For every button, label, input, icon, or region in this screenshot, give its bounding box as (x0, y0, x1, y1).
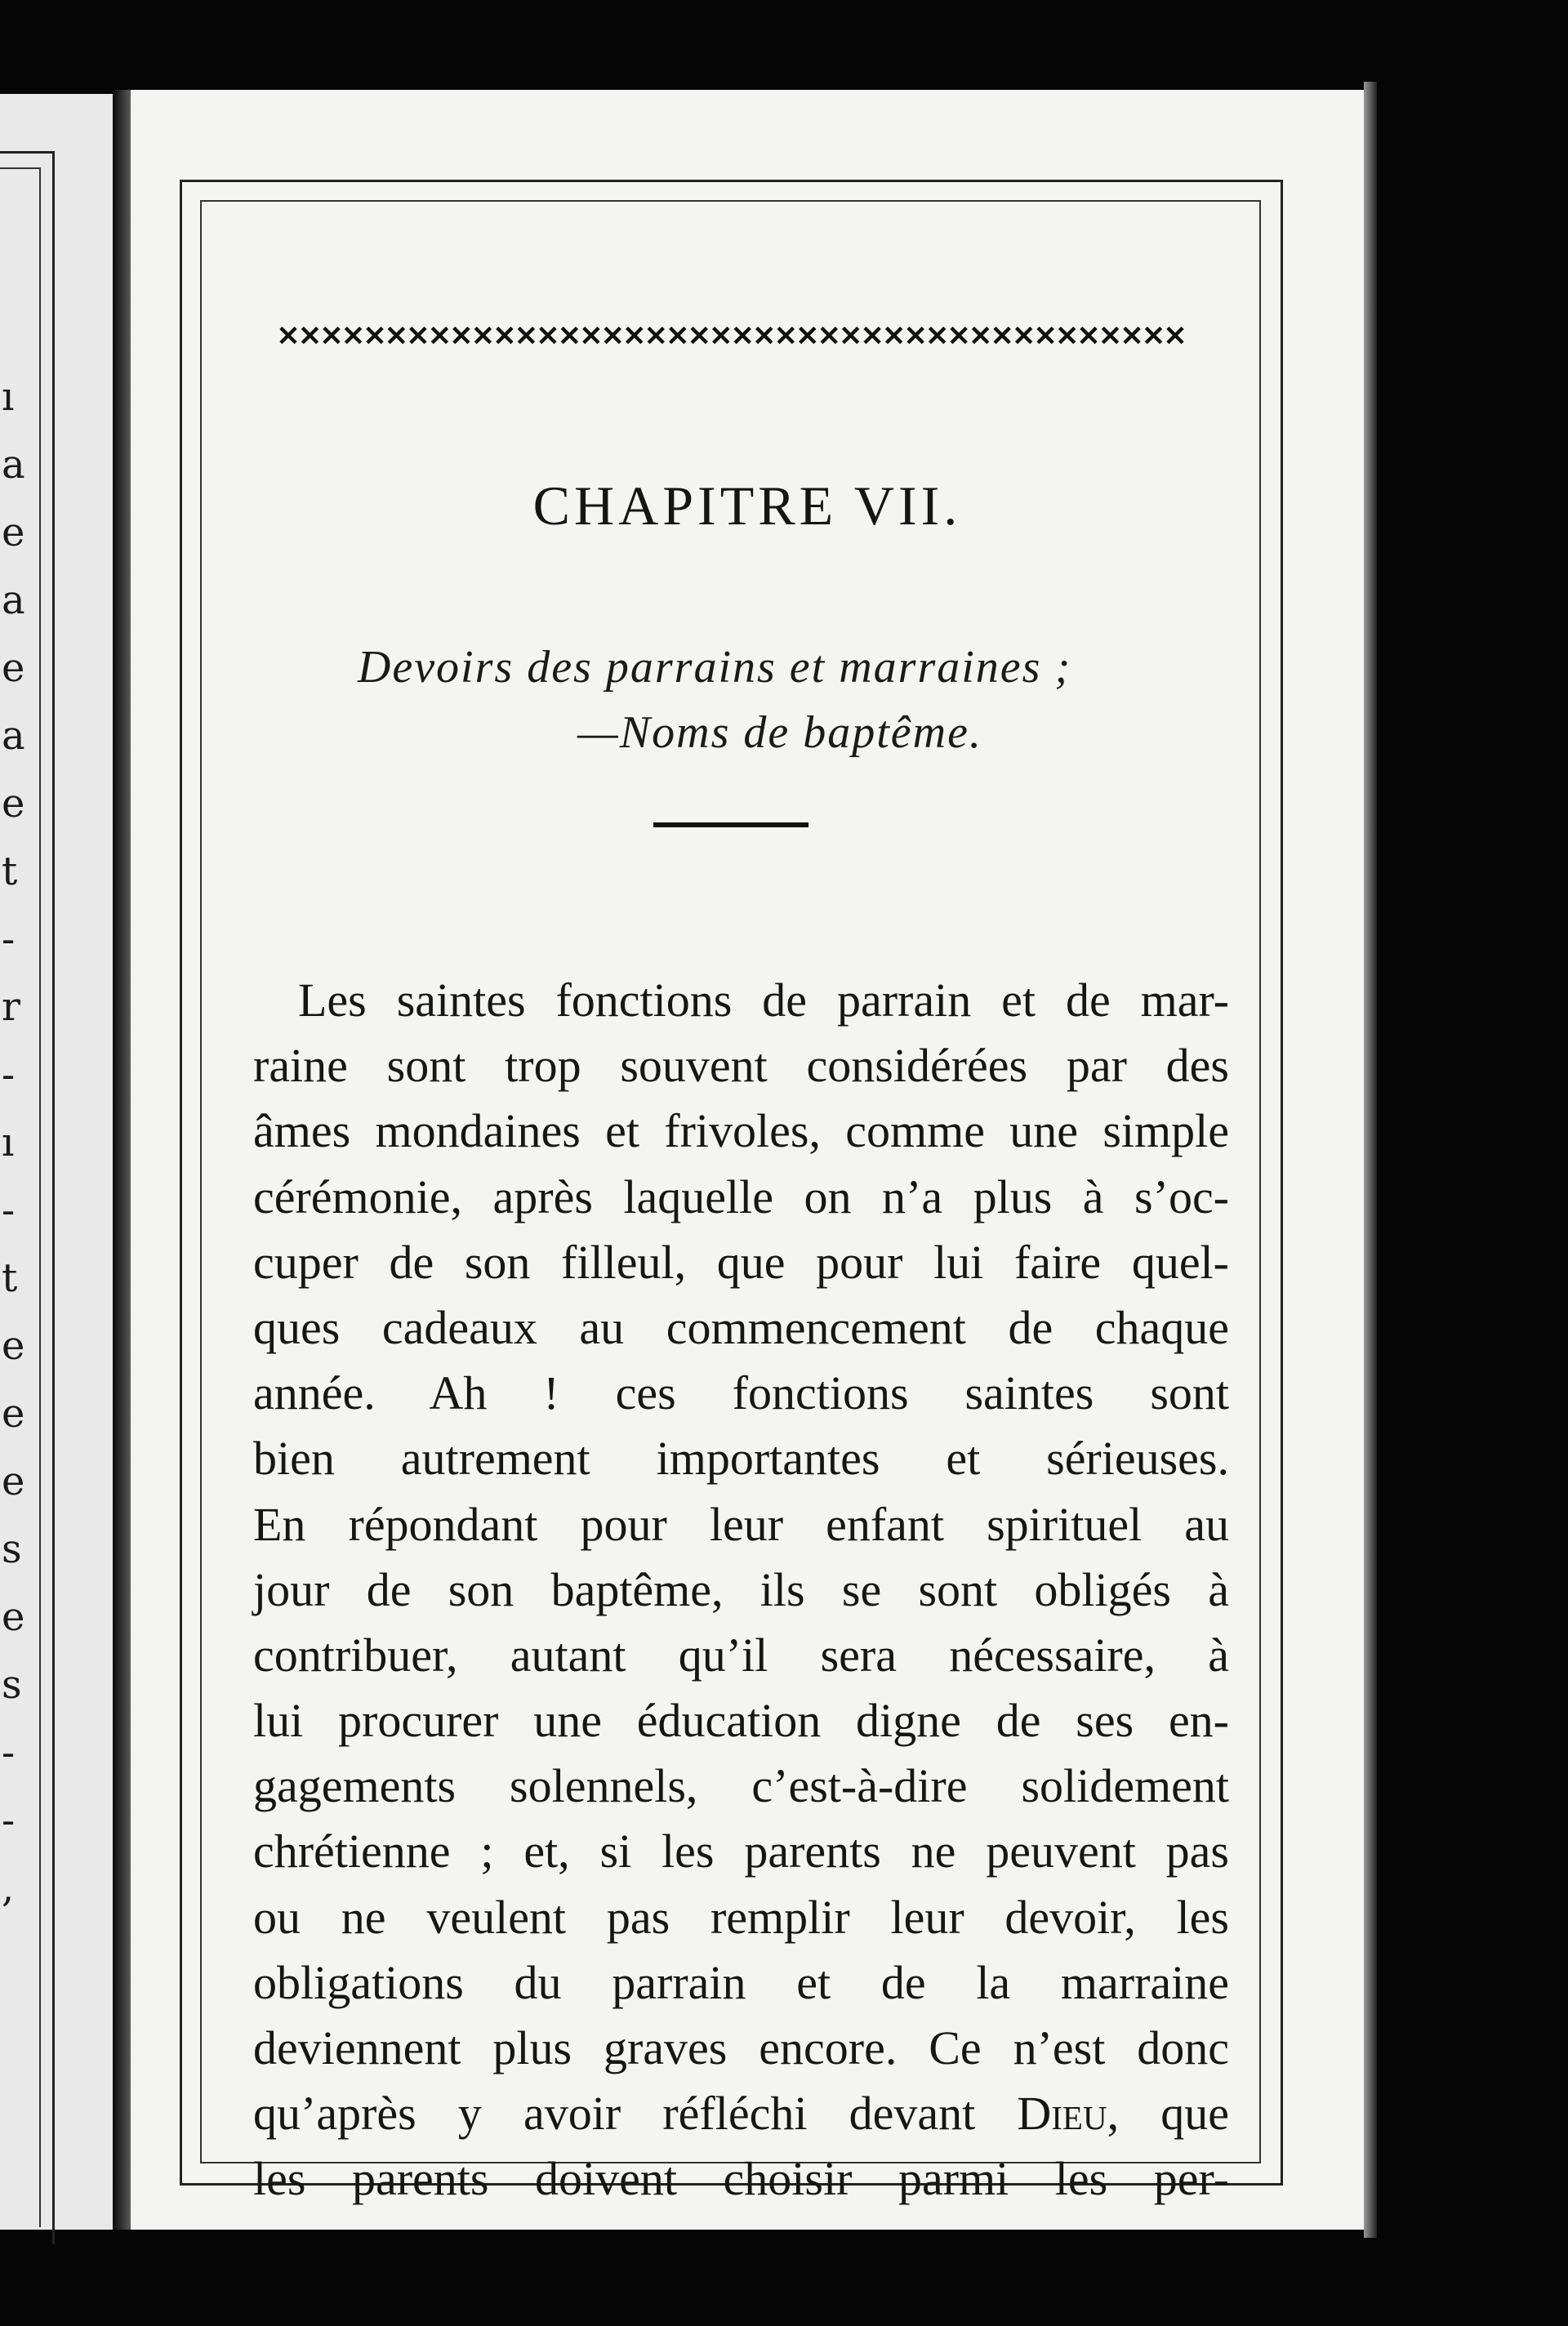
book-page (131, 90, 1364, 2230)
fragment: a (2, 442, 25, 488)
text-line: deviennent plus graves encore. Ce n’est donc (253, 2021, 1229, 2074)
fragment: s (2, 1526, 22, 1572)
chapter-title: CHAPITRE VII. (532, 475, 962, 537)
text-fragment: , que (1107, 2087, 1230, 2141)
text-line-dieu (253, 2081, 1229, 2146)
body-text (253, 968, 1229, 2212)
fragment: e (2, 1459, 25, 1504)
fragment: a (2, 713, 25, 759)
text-line: ou ne veulent pas remplir leur devoir, les (253, 1890, 1229, 1944)
text-line: chrétienne ; et, si les parents ne peuvent pas (253, 1825, 1229, 1878)
chapter-subtitle-line-2: —Noms de baptême. (577, 707, 982, 758)
fragment: r (2, 984, 20, 1030)
fragment: , (2, 1865, 15, 1911)
text-line: ques cadeaux au commencement de chaque (253, 1300, 1229, 1354)
text-line: En répondant pour leur enfant spirituel au (253, 1497, 1229, 1551)
fragment: e (2, 1391, 25, 1437)
fragment: e (2, 645, 25, 691)
fragment: s (2, 1662, 22, 1708)
fragment: - (2, 1052, 16, 1098)
text-line: les parents doivent choisir parmi les per- (253, 2152, 1229, 2206)
text-line: contribuer, autant qu’il sera nécessaire, à (253, 1628, 1229, 1682)
text-line: âmes mondaines et frivoles, comme une simple (253, 1104, 1229, 1158)
section-rule (653, 822, 808, 827)
fragment: t (2, 1255, 18, 1301)
text-line: cuper de son filleul, que pour lui faire quel- (253, 1235, 1229, 1289)
chapter-subtitle-line-1: Devoirs des parrains et marraines ; (357, 642, 1072, 693)
dieu-smallcaps: Dieu (1017, 2087, 1107, 2141)
text-line: jour de son baptême, ils se sont obligés à (253, 1562, 1229, 1616)
fragment: ı (2, 1120, 15, 1165)
fragment: t (2, 849, 18, 894)
page-right-edge (1364, 82, 1377, 2238)
text-line: bien autrement importantes et sérieuses. (253, 1432, 1229, 1486)
book-spine-shadow (113, 90, 131, 2230)
text-line: gagements solennels, c’est-à-dire solidement (253, 1759, 1229, 1813)
text-line: cérémonie, après laquelle on n’a plus à s’oc- (253, 1170, 1229, 1223)
fragment: - (2, 1730, 16, 1776)
fragment: - (2, 916, 16, 962)
text-line: Les saintes fonctions de parrain et de mar- (298, 974, 1229, 1027)
fragment: e (2, 781, 25, 827)
fragment: a (2, 577, 25, 623)
text-line: raine sont trop souvent considérées par des (253, 1039, 1229, 1093)
fragment: - (2, 1188, 16, 1233)
text-line: obligations du parrain et de la marraine (253, 1955, 1229, 2009)
fragment: e (2, 1594, 25, 1640)
fragment: e (2, 1323, 25, 1369)
text-line: année. Ah ! ces fonctions saintes sont (253, 1366, 1229, 1420)
fragment: e (2, 510, 25, 555)
ornamental-border: ✕✕✕✕✕✕✕✕✕✕✕✕✕✕✕✕✕✕✕✕✕✕✕✕✕✕✕✕✕✕✕✕✕✕✕✕✕✕✕✕✕✕ (276, 320, 1186, 353)
text-line: lui procurer une éducation digne de ses en- (253, 1694, 1229, 1748)
text-fragment: qu’après y avoir réfléchi devant (253, 2087, 1018, 2141)
previous-page-letter-fragments (2, 363, 34, 1923)
previous-page (0, 94, 113, 2230)
fragment: ı (2, 374, 15, 420)
fragment: - (2, 1798, 16, 1843)
